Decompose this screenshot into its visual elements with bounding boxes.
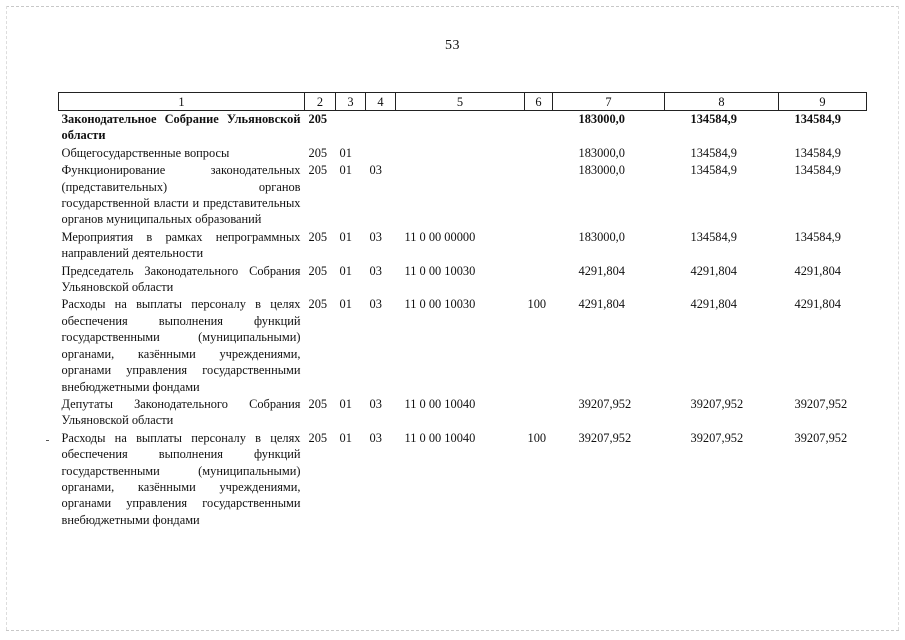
row-pr: 03	[369, 163, 382, 178]
table-body	[59, 111, 867, 529]
row-year2: 134584,9	[690, 229, 737, 244]
header-col-6: 6	[525, 93, 553, 111]
row-year2: 134584,9	[690, 163, 737, 178]
header-col-1: 1	[59, 93, 305, 111]
table-row	[59, 161, 867, 228]
row-rz	[336, 111, 366, 144]
table-header	[59, 93, 867, 111]
row-year1: 39207,952	[578, 430, 632, 445]
row-rz: 01	[339, 297, 352, 312]
row-csr: 11 0 00 10040	[404, 430, 476, 445]
row-vr: 100	[527, 297, 547, 312]
row-rz: 01	[339, 430, 352, 445]
scan-speck	[46, 440, 49, 441]
header-col-7: 7	[553, 93, 665, 111]
row-year3: 4291,804	[794, 263, 841, 278]
row-pr: 03	[369, 396, 382, 411]
row-pr	[366, 111, 396, 144]
header-col-9: 9	[779, 93, 867, 111]
scan-edge-right	[898, 6, 899, 630]
row-gr: 205	[308, 145, 328, 160]
row-name: Мероприятия в рамках непрограммных направлений деятельности	[61, 229, 301, 261]
row-pr: 03	[369, 229, 382, 244]
row-year2: 39207,952	[690, 396, 744, 411]
row-year3: 39207,952	[794, 396, 848, 411]
row-gr: 205	[308, 263, 328, 278]
row-gr: 205	[308, 430, 328, 445]
row-year2: 4291,804	[690, 263, 737, 278]
scan-edge-bottom	[6, 630, 899, 631]
row-csr: 11 0 00 10040	[404, 396, 476, 411]
row-vr: 100	[527, 430, 547, 445]
header-col-2: 2	[305, 93, 336, 111]
row-vr	[525, 161, 553, 228]
row-rz: 01	[339, 163, 352, 178]
row-year1: 4291,804	[578, 297, 625, 312]
row-year1: 183000,0	[578, 229, 625, 244]
row-rz: 01	[339, 396, 352, 411]
row-vr	[525, 262, 553, 296]
row-csr: 11 0 00 10030	[404, 263, 476, 278]
row-vr	[525, 111, 553, 144]
row-name: Расходы на выплаты персоналу в целях обеспечения выполнения функций государственными (муниципальными) органами, казёнными учреждениями, органами управления государственными внебюджетными фондами	[61, 430, 301, 527]
row-year3: 134584,9	[794, 145, 841, 160]
table-row	[59, 111, 867, 144]
row-year3: 4291,804	[794, 297, 841, 312]
table-row	[59, 395, 867, 429]
row-gr: 205	[308, 163, 328, 178]
row-year1: 39207,952	[578, 396, 632, 411]
row-year2: 134584,9	[690, 112, 737, 126]
row-year1: 183000,0	[578, 163, 625, 178]
row-name: Общегосударственные вопросы	[61, 145, 230, 160]
table-row	[59, 295, 867, 394]
scan-edge-left	[6, 6, 7, 630]
row-csr	[396, 161, 525, 228]
table-row	[59, 144, 867, 161]
row-year2: 39207,952	[690, 430, 744, 445]
header-col-8: 8	[665, 93, 779, 111]
row-name: Функционирование законодательных (представительных) органов государственной власти и представительных органов муниципальных образований	[61, 163, 301, 227]
scan-edge-top	[6, 6, 899, 7]
row-csr	[396, 111, 525, 144]
row-year1: 183000,0	[578, 112, 625, 126]
row-year2: 4291,804	[690, 297, 737, 312]
table-row	[59, 429, 867, 528]
row-name: Депутаты Законодательного Собрания Ульяновской области	[61, 396, 301, 428]
row-gr: 205	[308, 396, 328, 411]
header-col-3: 3	[336, 93, 366, 111]
row-year3: 134584,9	[794, 163, 841, 178]
row-pr: 03	[369, 263, 382, 278]
row-csr: 11 0 00 00000	[404, 229, 476, 244]
row-year3: 134584,9	[794, 229, 841, 244]
row-rz: 01	[339, 263, 352, 278]
row-name: Расходы на выплаты персоналу в целях обеспечения выполнения функций государственными (муниципальными) органами, казёнными учреждениями, органами управления государственными внебюджетными фондами	[61, 297, 301, 394]
row-pr	[366, 144, 396, 161]
row-year3: 39207,952	[794, 430, 848, 445]
row-rz: 01	[339, 229, 352, 244]
row-vr	[525, 228, 553, 262]
row-year1: 4291,804	[578, 263, 625, 278]
header-row	[59, 93, 867, 111]
row-gr: 205	[308, 297, 328, 312]
header-col-5: 5	[396, 93, 525, 111]
row-year1: 183000,0	[578, 145, 625, 160]
row-pr: 03	[369, 430, 382, 445]
row-name: Законодательное Собрание Ульяновской области	[61, 112, 301, 143]
row-rz: 01	[339, 145, 352, 160]
row-name: Председатель Законодательного Собрания Ульяновской области	[61, 263, 301, 295]
row-vr	[525, 144, 553, 161]
page-number: 53	[445, 38, 460, 53]
table-row	[59, 262, 867, 296]
header-col-4: 4	[366, 93, 396, 111]
row-year2: 134584,9	[690, 145, 737, 160]
row-csr: 11 0 00 10030	[404, 297, 476, 312]
table-row	[59, 228, 867, 262]
row-year3: 134584,9	[794, 112, 841, 126]
row-pr: 03	[369, 297, 382, 312]
row-vr	[525, 395, 553, 429]
row-csr	[396, 144, 525, 161]
budget-table	[58, 92, 867, 528]
row-gr: 205	[308, 229, 328, 244]
row-gr: 205	[308, 112, 328, 126]
